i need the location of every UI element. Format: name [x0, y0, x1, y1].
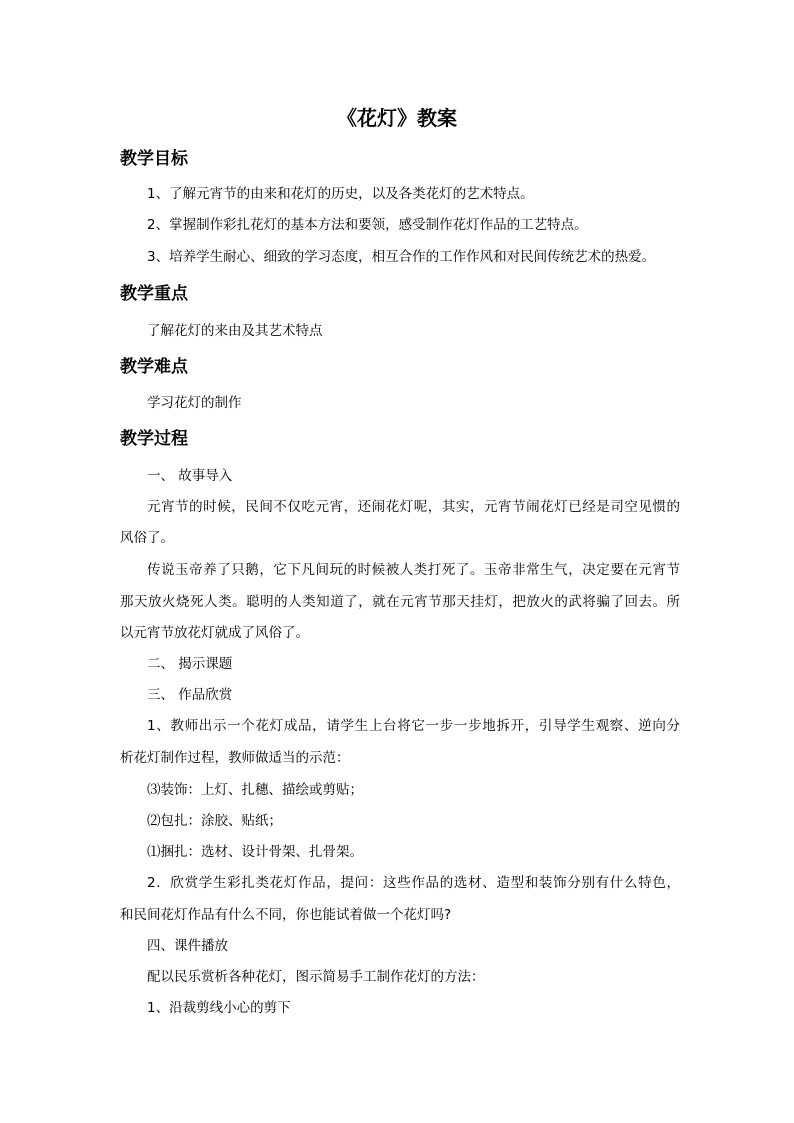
process-step-1-heading: 一、 故事导入	[147, 468, 233, 484]
key-point-text: 了解花灯的来由及其艺术特点	[147, 323, 323, 339]
process-step-3-heading: 三、 作品欣赏	[147, 687, 233, 703]
difficulty-text: 学习花灯的制作	[147, 395, 242, 411]
process-paragraph-line: 以元宵节放花灯就成了风俗了。	[120, 625, 309, 641]
process-list-item: ⑴捆扎：选材、设计骨架、扎骨架。	[147, 844, 363, 860]
goal-item-2: 2、掌握制作彩扎花灯的基本方法和要领，感受制作花灯作品的工艺特点。	[147, 217, 588, 233]
process-paragraph-line: 和民间花灯作品有什么不同，你也能试着做一个花灯吗?	[120, 907, 452, 923]
section-heading-process: 教学过程	[120, 429, 188, 449]
process-list-item: ⑵包扎：涂胶、贴纸；	[147, 813, 282, 829]
section-heading-difficulty: 教学难点	[120, 357, 188, 377]
process-list-item: ⑶装饰：上灯、扎穗、描绘或剪贴；	[147, 782, 363, 798]
process-paragraph-line: 元宵节的时候，民间不仅吃元宵，还闹花灯呢，其实，元宵节闹花灯已经是司空见惯的	[147, 499, 680, 515]
goal-item-3: 3、培养学生耐心、细致的学习态度，相互合作的工作作风和对民间传统艺术的热爱。	[147, 249, 656, 265]
process-list-item: 1、沿裁剪线小心的剪下	[147, 1000, 291, 1016]
goal-item-1: 1、了解元宵节的由来和花灯的历史，以及各类花灯的艺术特点。	[147, 186, 534, 202]
document-title: 《花灯》教案	[337, 106, 457, 130]
process-paragraph-line: 配以民乐赏析各种花灯，图示简易手工制作花灯的方法：	[147, 969, 485, 985]
process-step-4-heading: 四、课件播放	[147, 938, 228, 954]
process-paragraph-line: 2．欣赏学生彩扎类花灯作品，提问：这些作品的选材、造型和装饰分别有什么特色，	[147, 875, 680, 891]
section-heading-goals: 教学目标	[120, 149, 188, 169]
process-paragraph-line: 传说玉帝养了只鹅，它下凡间玩的时候被人类打死了。玉帝非常生气，决定要在元宵节	[147, 562, 680, 578]
process-step-2-heading: 二、 揭示课题	[147, 656, 233, 672]
section-heading-key-point: 教学重点	[120, 284, 188, 304]
process-paragraph-line: 风俗了。	[120, 530, 174, 546]
process-paragraph-line: 析花灯制作过程，教师做适当的示范：	[120, 750, 350, 766]
process-paragraph-line: 1、教师出示一个花灯成品，请学生上台将它一步一步地拆开，引导学生观察、逆向分	[147, 718, 680, 734]
process-paragraph-line: 那天放火烧死人类。聪明的人类知道了，就在元宵节那天挂灯，把放火的武将骗了回去。所	[120, 594, 680, 610]
